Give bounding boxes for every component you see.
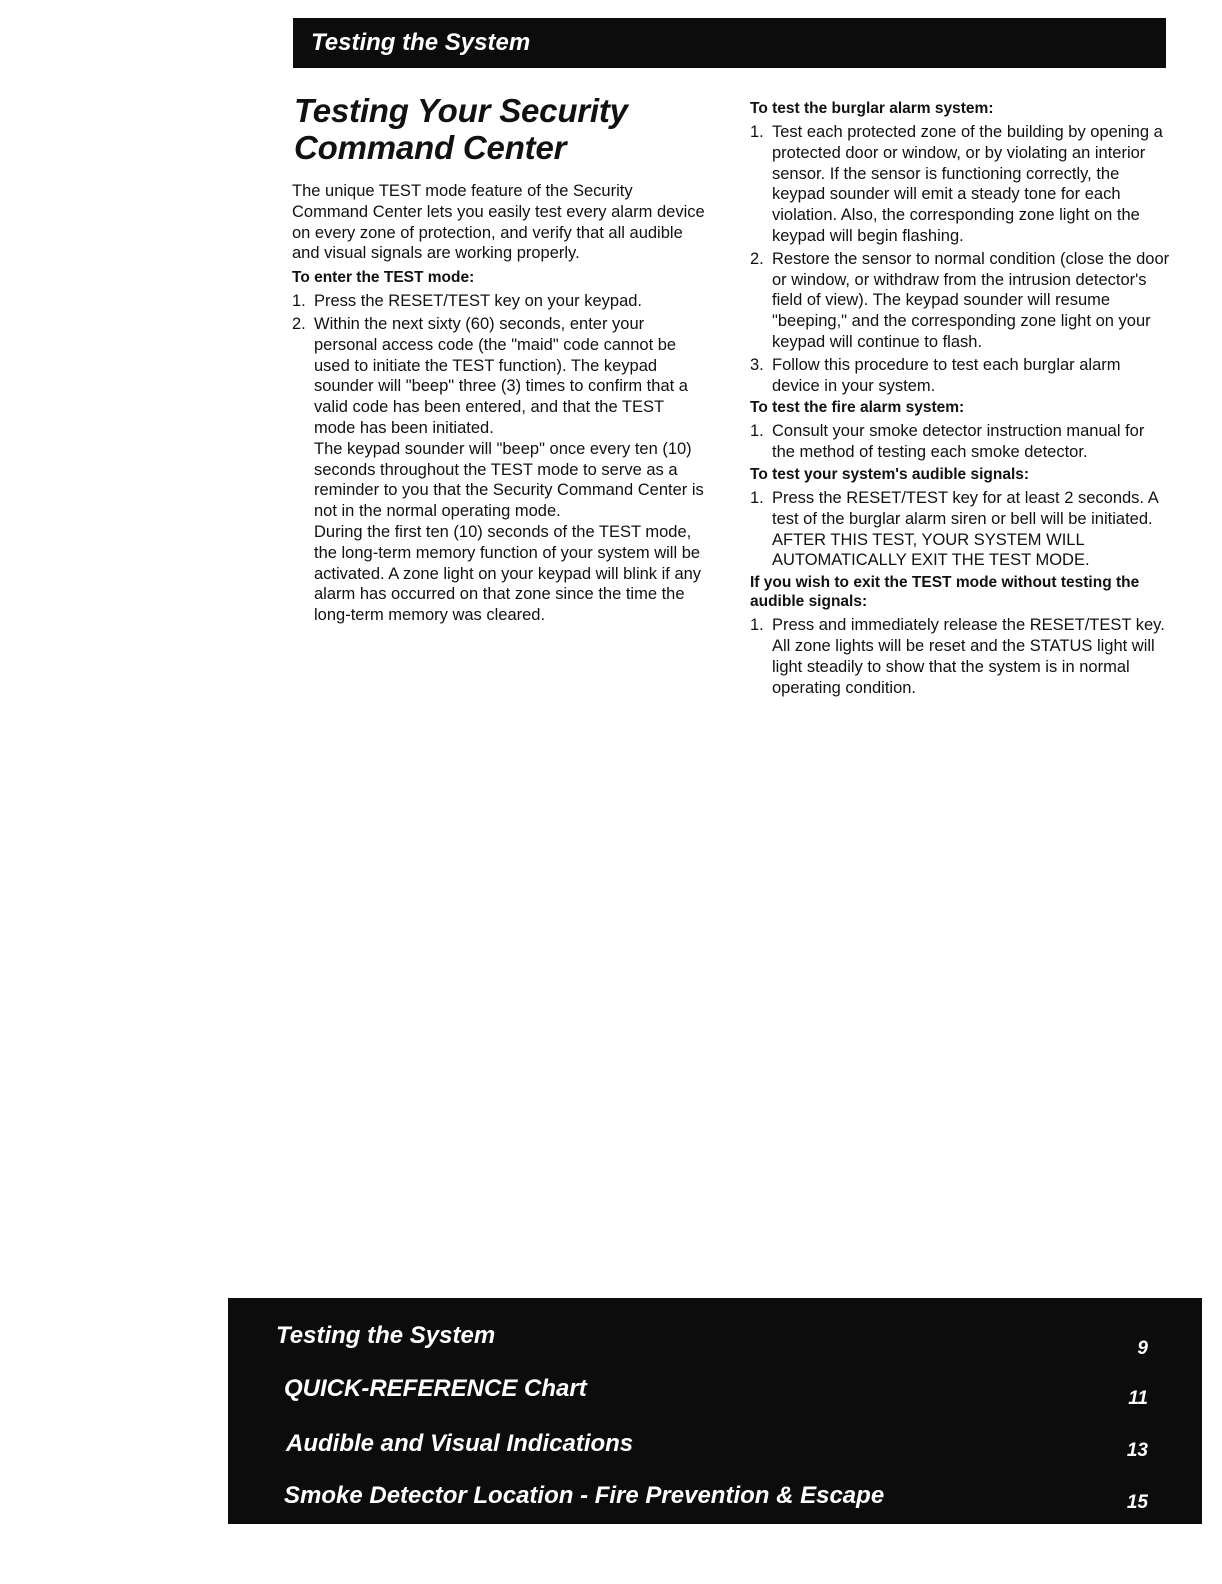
item-text: Press the RESET/TEST key on your keypad. [314, 292, 643, 311]
list-item [750, 421, 1170, 463]
item-number: 1. [292, 292, 306, 311]
list-item [292, 291, 707, 312]
list-item [750, 122, 1170, 247]
item-text: Test each protected zone of the building by opening a protected door or window, or by violating an interior sensor. If the sensor is functioning correctly, the keypad sounder will emit a steady tone for each violation. Also, the corresponding zone light on the keypad will begin flashing. [772, 123, 1163, 245]
memory-paragraph: During the first ten (10) seconds of the TEST mode, the long-term memory function of your system will be activated. A zone light on your keypad will blink if any alarm has occurred on that zone since the time the long-term memory was cleared. [314, 522, 702, 625]
item-text: Restore the sensor to normal condition (close the door or window, or withdraw from the intrusion detector's field of view). The keypad sounder will resume "beeping," and the corresponding zone light on your keypad will continue to flash. [772, 249, 1170, 351]
page-title [294, 92, 707, 166]
exit-test-heading: If you wish to exit the TEST mode without testing the audible signals: [750, 574, 1140, 611]
item-text: Consult your smoke detector instruction manual for the method of testing each smoke detector. [772, 422, 1145, 462]
enter-test-heading: To enter the TEST mode: [292, 269, 475, 287]
fire-test-heading: To test the fire alarm system: [750, 399, 965, 417]
toc-row[interactable] [228, 1322, 1202, 1362]
item-number: 3. [750, 355, 764, 374]
item-text: Press the RESET/TEST key for at least 2 seconds. A test of the burglar alarm siren or bell will be initiated. [772, 488, 1158, 528]
header-bar [293, 18, 1166, 68]
toc-row[interactable] [228, 1482, 1202, 1522]
list-item [292, 314, 707, 626]
toc-label: Testing the System [276, 1322, 496, 1349]
list-item [750, 249, 1170, 353]
burglar-test-heading: To test the burglar alarm system: [750, 100, 994, 117]
toc-page-number: 11 [1128, 1388, 1148, 1409]
item-number: 1. [750, 616, 764, 635]
toc-row[interactable] [228, 1375, 1202, 1415]
item-number: 1. [750, 488, 764, 507]
beep-paragraph: The keypad sounder will "beep" once every ten (10) seconds throughout the TEST mode to serve as a reminder to you that the Security Command Center is not in the normal operating mode. [314, 439, 704, 521]
toc-row[interactable] [228, 1430, 1202, 1470]
list-item [750, 488, 1170, 571]
audible-test-heading: To test your system's audible signals: [750, 465, 1030, 483]
list-item [750, 355, 1170, 397]
table-of-contents [228, 1298, 1202, 1524]
intro-paragraph: The unique TEST mode feature of the Security Command Center lets you easily test every alarm device on every zone of protection, and verify that all audible and visual signals are working properly. [292, 182, 705, 263]
toc-page-number: 9 [1137, 1338, 1148, 1359]
left-column [292, 92, 707, 628]
page-title-line2: Command Center [294, 129, 567, 166]
item-number: 2. [750, 249, 764, 268]
page-title-line1: Testing Your Security [294, 92, 628, 129]
toc-page-number: 13 [1126, 1440, 1148, 1461]
toc-page-number: 15 [1126, 1492, 1148, 1513]
header-title: Testing the System [311, 29, 531, 56]
item-number: 1. [750, 422, 764, 441]
right-column [750, 97, 1170, 700]
item-text: Press and immediately release the RESET/TEST key. All zone lights will be reset and the STATUS light will light steadily to show that the system is in normal operating condition. [772, 616, 1165, 697]
toc-label: QUICK-REFERENCE Chart [284, 1375, 587, 1402]
item-text: Within the next sixty (60) seconds, enter your personal access code (the "maid" code cannot be used to initiate the TEST function). The keypad sounder will "beep" three (3) times to confirm that a valid code has been entered, and that the TEST mode has been initiated. [314, 314, 688, 437]
list-item [750, 615, 1170, 698]
item-number: 1. [750, 123, 764, 141]
toc-label: Smoke Detector Location - Fire Prevention & Escape [284, 1482, 885, 1509]
item-number: 2. [292, 314, 306, 333]
toc-label: Audible and Visual Indications [286, 1430, 634, 1457]
auto-exit-note: AFTER THIS TEST, YOUR SYSTEM WILL AUTOMATICALLY EXIT THE TEST MODE. [772, 530, 1090, 570]
item-text: Follow this procedure to test each burglar alarm device in your system. [772, 355, 1121, 395]
